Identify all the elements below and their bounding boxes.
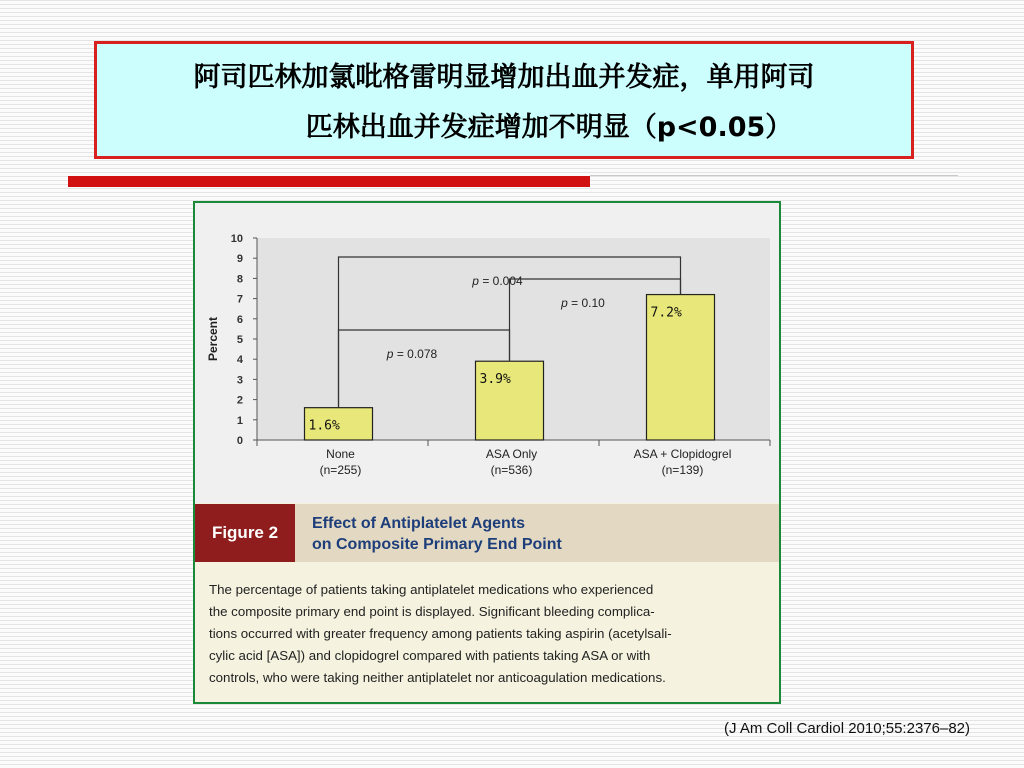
x-category-sublabel: (n=255) [319,463,362,477]
caption-line: the composite primary end point is displayed. Significant bleeding complica- [209,604,655,619]
x-category-sublabel: (n=536) [490,463,533,477]
citation: (J Am Coll Cardiol 2010;55:2376–82) [724,720,970,737]
y-tick-label: 9 [236,253,243,266]
x-category-sublabel: (n=139) [661,463,704,477]
bar-chart [195,203,779,503]
y-tick-label: 10 [230,233,243,245]
figure-title [312,513,772,555]
figure-label: Figure 2 [195,504,295,562]
x-category-label: ASA Only [485,447,538,461]
figure-header [195,504,779,562]
figure-caption [209,579,769,689]
data-label: 7.2% [650,305,682,321]
caption-line: cylic acid [ASA]) and clopidogrel compared with patients taking ASA or with [209,648,651,663]
figure-panel [193,201,781,704]
caption-line: The percentage of patients taking antiplatelet medications who experienced [209,582,654,597]
slide-title-line-1: 阿司匹林加氯吡格雷明显增加出血并发症，单用阿司 [193,62,815,93]
y-tick-label: 1 [236,414,243,427]
title-divider-line [590,175,958,176]
y-tick-label: 7 [236,293,243,306]
data-label: 1.6% [308,418,340,434]
y-tick-label: 3 [236,374,243,387]
figure-title-line-2: on Composite Primary End Point [312,536,562,553]
data-label: 3.9% [479,372,511,388]
slide-title-line-2: 匹林出血并发症增加不明显（p<0.05） [305,112,793,143]
y-tick-label: 6 [236,313,243,326]
title-underline-bar [68,176,590,187]
p-value-label: p = 0.078 [386,347,438,361]
x-category-label: None [326,447,355,461]
y-axis-label: Percent [206,316,220,362]
p-value-label: p = 0.004 [472,274,523,288]
x-category-label: ASA + Clopidogrel [633,447,732,461]
y-tick-label: 5 [236,334,243,346]
y-tick-label: 8 [236,273,243,286]
y-tick-label: 0 [236,435,243,447]
y-tick-label: 2 [236,394,243,407]
y-tick-label: 4 [236,354,243,367]
slide-title-box [94,41,914,159]
caption-line: tions occurred with greater frequency among patients taking aspirin (acetylsali- [209,626,672,641]
chart-area [195,203,779,503]
caption-line: controls, who were taking neither antiplatelet nor anticoagulation medications. [209,670,666,685]
p-value-label: p = 0.10 [561,296,605,310]
figure-title-line-1: Effect of Antiplatelet Agents [312,515,526,532]
